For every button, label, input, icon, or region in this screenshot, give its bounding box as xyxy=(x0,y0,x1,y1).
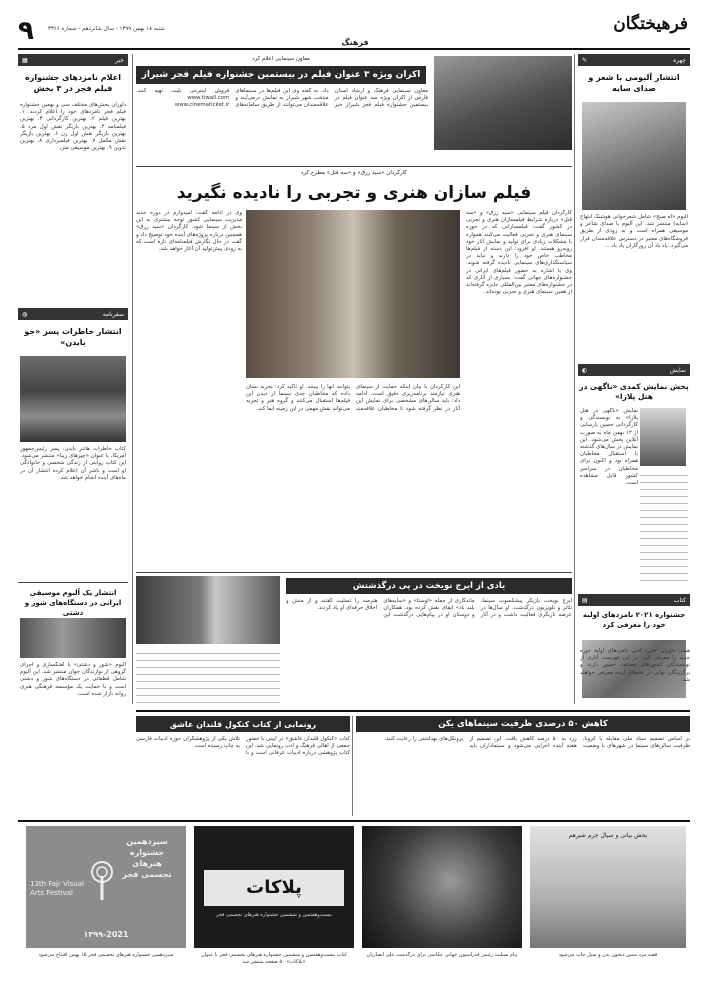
strip-item-1-photo xyxy=(530,826,686,948)
strip-item-1 xyxy=(530,826,686,982)
left-story3-body: آلبوم «شور و دشتی» با آهنگسازی و اجرای گروهی از نوازندگان جوان منتشر شد. این آلبوم شامل قطعاتی در دستگاه‌های شور و دشتی است و با حمایت یک مؤسسه فرهنگی هنری روانه بازار شده است. xyxy=(20,662,126,697)
section-label2: نمایش xyxy=(669,366,686,374)
left-story1-title: اعلام نامزدهای جشنواره فیلم فجر در ۳ بخش xyxy=(25,73,121,93)
right-story2-body-cont xyxy=(640,470,688,586)
top-story-title: اکران ویژه ۳ عنوان فیلم در بیستمین جشنواره فیلم فجر شیراز xyxy=(136,66,426,84)
right-column xyxy=(578,54,690,704)
lead-story-body-right: کارگردان فیلم سینمایی «سید رزق» و «سه قتل» درباره شرایط فیلمسازان هنری و تجربی در کشور گفت: فیلمسازانی که در حوزه سینمای هنری و تجربی فعالیت می‌کنند همواره با مشکلات زیادی برای تولید و نمایش آثار خود روبه‌رو هستند. او افزود: این دسته از فیلم‌ها مخاطب خاص خود را دارند و نباید در سیاستگذاری‌های سینمایی نادیده گرفته شوند. وی با اشاره به حضور فیلم‌های ایرانی در جشنواره‌های جهانی گفت: بسیاری از آثاری که در جشنواره‌های معتبر بین‌المللی جایزه گرفته‌اند از همین سینمای هنری و تجربی بوده‌اند. xyxy=(466,210,572,296)
logo: فرهیختگان xyxy=(613,14,688,34)
left-column xyxy=(18,54,128,714)
left-section-bar2 xyxy=(18,308,128,320)
placard-subtitle: بیست‌وهفتمین و ششمین جشنواره هنرهای تجسمی فجر xyxy=(216,912,332,918)
section-label: چهره xyxy=(673,56,686,64)
left-story3-title: انتشار یک آلبوم موسیقی ایرانی در دستگاه‌های شور و دشتی xyxy=(24,589,122,617)
left-section-bar xyxy=(18,54,128,66)
section-title: فرهنگ xyxy=(341,38,369,47)
mid-story1-body: بر اساس تصمیم ستاد ملی مقابله با کرونا، ظرفیت سالن‌های سینما در شهرهای با وضعیت زرد به ۵۰ درصد کاهش یافت. این تصمیم از هفته آینده اجرایی می‌شود و سینماداران باید پروتکل‌های بهداشتی را رعایت کنند. xyxy=(384,736,690,750)
bottom-feature-photo xyxy=(136,576,280,644)
lead-story-kicker: کارگردان «سید رزق» و «سه قتل» مطرح کرد xyxy=(301,170,407,176)
top-story-kicker: معاون سینمایی اعلام کرد xyxy=(252,56,310,62)
book-icon: ▤ xyxy=(582,596,588,604)
top-story xyxy=(136,54,572,164)
strip-poster1-title: بخش بیانی و سیال جرم شیرهم xyxy=(568,832,648,839)
page-number: ۹ xyxy=(18,16,34,46)
top-story-photo xyxy=(434,56,572,150)
lead-story-body-left: وی در ادامه گفت: امیدوارم در دوره جدید مدیریت سینمایی کشور توجه بیشتری به این بخش از سینما شود. کارگردان «سید رزق» همچنین درباره پروژه‌های آینده خود توضیح داد و گفت در حال نگارش فیلمنامه‌ای تازه است که به زودی پیش‌تولید آن آغاز خواهد شد. xyxy=(136,210,242,253)
right-section-bar3 xyxy=(578,594,690,606)
mid-story2-title: رونمایی از کتاب کنکول قلندان عاشق xyxy=(136,716,350,732)
left-story3-photo xyxy=(20,618,126,658)
bottom-feature-title: یادی از ایرج نویخت در پی درگذشتش xyxy=(286,578,572,594)
placard-poster xyxy=(194,826,354,948)
right-story2-title: پخش نمایش کمدی «ناگهی در هتل پلازا» xyxy=(579,382,689,401)
bottom-feature-body: ایرج نویخت بازیگر پیشکسوت سینما، تئاتر و تلویزیون درگذشت. او سال‌ها در عرصه بازیگری فعالیت داشت و در آثار ماندگاری از جمله «اوستا» و «سایه‌های بلند باد» ایفای نقش کرده بود. همکاران و دوستان او در پیام‌هایی درگذشت این هنرمند را تسلیت گفتند و از منش و اخلاق حرفه‌ای او یاد کردند. xyxy=(286,598,572,619)
right-section-bar xyxy=(578,54,690,66)
tree-icon xyxy=(90,860,114,900)
mid-story2-body: کتاب «کنکول قلندان عاشق» در آیینی با حضور جمعی از اهالی فرهنگ و ادب رونمایی شد. این کتاب پژوهشی درباره ادبیات عرفانی است و با تلاش یکی از پژوهشگران حوزه ادبیات فارسی به چاپ رسیده است. xyxy=(136,736,350,757)
mid-story-left xyxy=(136,716,350,816)
strip-item-1-caption: قصه مرد سنین دیجون بدن و سیل جاپ می‌شود xyxy=(558,952,658,958)
right-section-bar2 xyxy=(578,364,690,376)
top-story-body: معاون سینمایی فرهنگ و ارشاد استان فارس از اکران ویژه سه عنوان فیلم در بیستمین جشنواره فیلم فجر شیراز خبر داد. به گفته وی این فیلم‌ها در سینماهای منتخب شهر شیراز به نمایش درمی‌آیند و علاقه‌مندان می‌توانند از طریق سامانه‌های فروش اینترنتی بلیت تهیه کنند. www.tiwall.com www.cinematicket.ir xyxy=(136,88,428,109)
right-story3-title: جشنواره ۲۰۲۱ نامزدهای اولیه خود را معرفی کرد xyxy=(582,611,686,629)
strip-item-3-caption: کتاب بیست‌وهفتمین و ششمین جشنواره هنرهای تجسمی فجر با عنوان «پلاکات» ۵۰ صفحه منتشر شد xyxy=(201,952,347,965)
right-story1-photo xyxy=(582,102,686,210)
right-story1-title: انتشار آلبومی با شعر و صدای سایه xyxy=(588,73,680,93)
placard-title: پلاکات xyxy=(204,870,344,906)
strip-item-2-photo xyxy=(362,826,522,948)
left-section-label2: سفرنامه xyxy=(102,310,124,318)
strip-item-4 xyxy=(26,826,186,982)
fajr-poster xyxy=(26,826,186,948)
left-story2-title: انتشار خاطرات پسر «جو بایدن» xyxy=(24,327,122,347)
fajr-poster-en-title: 13th Fajr Visual Arts Festival xyxy=(30,880,84,897)
masks-icon: ◐ xyxy=(582,366,588,374)
right-story3-body: هیئت داوران جایزه ادبی نامزدهای اولیه دوره جدید را معرفی کرد. در این فهرست آثاری از نویسندگان کشورهای مختلف حضور دارند و برگزیدگان نهایی در ماه‌های آینده معرفی خواهند شد. xyxy=(580,648,690,683)
fajr-poster-fa-title: سیزدهمین جشنواره هنرهای تجسمی فجر xyxy=(122,837,172,879)
left-section-label: خبر xyxy=(115,56,124,64)
strip-item-4-caption: سیزدهمین جشنواره هنرهای تجسمی فجر ۱۵ بهمن افتتاح می‌شود xyxy=(38,952,174,958)
left-story1-body: داوران بخش‌های مختلف سی و نهمین جشنواره فیلم فجر نامزدهای خود را اعلام کردند. ۱. بهترین فیلم ۲. بهترین کارگردانی ۳. بهترین فیلمنامه ۴. بهترین بازیگر نقش اول مرد ۵. بهترین بازیگر نقش اول زن ۶. بهترین بازیگر نقش مکمل ۷. بهترین فیلمبرداری ۸. بهترین تدوین ۹. بهترین موسیقی متن xyxy=(20,102,126,152)
lead-story-title: فیلم سازان هنری و تجربی را نادیده نگیرید xyxy=(176,183,532,203)
left-story2-photo xyxy=(20,356,126,442)
issue-line: شنبه ۱۸ بهمن ۱۳۹۹ - سال شانزدهم - شماره ۳۳۶۶ xyxy=(48,26,165,32)
bottom-feature xyxy=(136,576,572,708)
right-story2-body: نمایش «ناگهی در هتل پلازا» به نویسندگی و کارگردانی حسین پارسایی از ۱۴ بهمن ماه به صورت آنلاین پخش می‌شود. این نمایش در سال‌های گذشته با استقبال مخاطبان همراه بود و اکنون برای مخاطبان در سراسر کشور قابل مشاهده است. xyxy=(580,408,638,487)
strip-item-2 xyxy=(362,826,522,982)
bottom-feature-body-extra xyxy=(136,648,280,706)
masthead xyxy=(0,0,709,48)
lead-story-body-middle: این کارگردان با بیان اینکه حمایت از سینمای هنری نیازمند برنامه‌ریزی دقیق است، ادامه داد: باید سالن‌های مشخصی برای نمایش این آثار در نظر گرفته شود تا مخاطبان علاقه‌مند بتوانند آنها را ببینند. او تأکید کرد: تجربه نشان داده که مخاطبان جدی سینما از دیدن این فیلم‌ها استقبال می‌کنند و گروه هنر و تجربه می‌تواند نقش مهمی در این زمینه ایفا کند. xyxy=(246,384,460,412)
right-story2-photo xyxy=(640,408,686,466)
lead-story-photo xyxy=(246,210,460,378)
right-story1-body: آلبوم «آه صبح» شامل شعرخوانی هوشنگ ابتهاج (سایه) منتشر شد. این آلبوم با صدای شاعر و موسیقی همراه است و به زودی از طریق فروشگاه‌های معتبر در دسترس علاقه‌مندان قرار می‌گیرد. یاد باد آن روزگاران یاد باد ... xyxy=(580,214,688,249)
strip-item-3 xyxy=(194,826,354,982)
fajr-poster-year: ۱۳۹۹-2021 xyxy=(83,930,129,939)
lead-story xyxy=(136,170,572,570)
mid-story1-title: کاهش ۵۰ درصدی ظرفیت سینماهای یکن xyxy=(356,716,690,732)
bottom-strip xyxy=(18,826,690,982)
news-icon: ▦ xyxy=(22,56,28,64)
section-label3: کتاب xyxy=(673,596,686,604)
left-story2-body: کتاب خاطرات هانتر بایدن، پسر رئیس‌جمهور آمریکا، با عنوان «چیزهای زیبا» منتشر می‌شود. این کتاب روایتی از زندگی شخصی و خانوادگی او است و ناشر آن اعلام کرده انتشار آن در ماه‌های آینده انجام خواهد شد. xyxy=(20,446,126,481)
pen-icon: ✎ xyxy=(582,56,588,64)
mid-story-right xyxy=(356,716,690,816)
globe-icon: ◍ xyxy=(22,310,28,318)
strip-item-2-caption: پیام تسلیت رئیس فدراسیون جهانی عکاسی برای درگذشت علی انصاریان xyxy=(366,952,518,958)
